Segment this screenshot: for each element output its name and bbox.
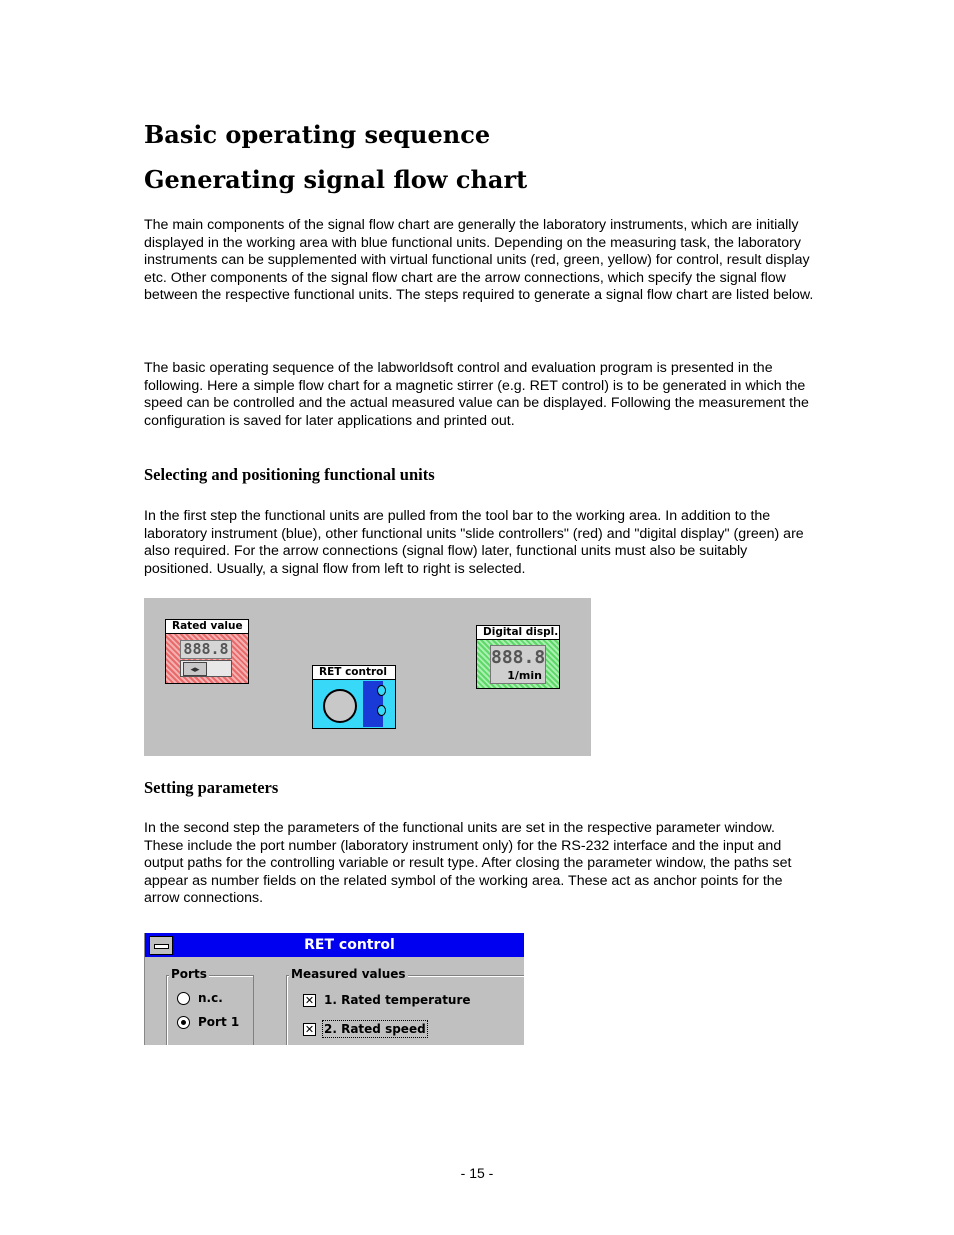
port-option-nc[interactable] xyxy=(177,991,223,1005)
paragraph-setting-parameters: In the second step the parameters of the functional units are set in the respective parameter window. These include the port number (laboratory instrument only) for the RS-232 interface and the input and output paths for the controlling variable or result type. After closing the parameter window, the paths set appear as number fields on the related symbol of the working area. These act as anchor points for the arrow connections. xyxy=(144,820,792,907)
digital-display-unit-text: 1/min xyxy=(507,669,542,682)
working-area-screenshot xyxy=(144,598,591,756)
slider-thumb-icon[interactable]: ◂▸ xyxy=(183,662,207,676)
ports-group-label: Ports xyxy=(171,967,207,981)
window-title: RET control xyxy=(304,937,395,953)
heading-setting-parameters: Setting parameters xyxy=(144,778,279,797)
ret-control-label: RET control xyxy=(313,666,395,680)
measured-value-label: 2. Rated speed xyxy=(324,1022,426,1036)
radio-selected-icon[interactable] xyxy=(177,1016,190,1029)
rated-value-label: Rated value xyxy=(166,620,248,634)
checkbox-checked-icon[interactable]: ✕ xyxy=(304,993,315,1007)
paragraph-intro: The main components of the signal flow chart are generally the laboratory instruments, which are initially displayed in the working area with blue functional units. Depending on the measuring task, the laboratory instruments can be supplemented with virtual functional units (red, green, yellow) for control, result display etc. Other components of the signal flow chart are the arrow connections, which specify the signal flow between the respective functional units. The steps required to generate a signal flow chart are listed below. xyxy=(144,217,814,304)
connector-bar-icon xyxy=(363,681,383,727)
checkbox-checked-icon[interactable]: ✕ xyxy=(304,1022,315,1036)
paragraph-operating-sequence: The basic operating sequence of the labworldsoft control and evaluation program is presented in the following. Here a simple flow chart for a magnetic stirrer (e.g. RET control) is to be generated in which the speed can be controlled and the actual measured value can be displayed. Following the measurement the configuration is saved for later applications and printed out. xyxy=(144,360,809,429)
measured-value-rated-speed[interactable] xyxy=(303,1022,426,1036)
window-titlebar[interactable] xyxy=(145,933,524,957)
port-option-label: n.c. xyxy=(198,991,223,1005)
measured-values-group-label: Measured values xyxy=(291,967,406,981)
parameter-window-screenshot xyxy=(144,933,524,1045)
connector-dot-icon xyxy=(377,685,386,696)
digital-display-screen xyxy=(490,645,546,684)
page-number: - 15 - xyxy=(460,1165,494,1181)
rated-value-display: 888.8 xyxy=(180,640,232,659)
measured-value-rated-temperature[interactable] xyxy=(303,993,471,1007)
ports-group xyxy=(166,967,254,1045)
heading-generating-signal-flow-chart: Generating signal flow chart xyxy=(144,165,528,194)
heading-basic-operating-sequence: Basic operating sequence xyxy=(144,120,491,149)
ret-control-unit[interactable] xyxy=(312,665,396,729)
heading-selecting-positioning: Selecting and positioning functional units xyxy=(144,465,435,484)
rated-value-unit[interactable] xyxy=(165,619,249,684)
rated-value-slider[interactable] xyxy=(180,660,232,677)
stirrer-knob-icon xyxy=(323,689,357,723)
port-option-port-1[interactable] xyxy=(177,1015,239,1029)
port-option-label: Port 1 xyxy=(198,1015,240,1029)
minus-icon xyxy=(154,944,169,949)
digital-display-unit[interactable] xyxy=(476,625,560,689)
digital-display-label: Digital displ. xyxy=(477,626,559,640)
paragraph-selecting: In the first step the functional units are pulled from the tool bar to the working area. In addition to the laboratory instrument (blue), other functional units "slide controllers" (red) and "digital display" (green) are also required. For the arrow connections (signal flow) later, functional units must also be suitably positioned. Usually, a signal flow from left to right is selected. xyxy=(144,508,804,577)
digital-display-value: 888.8 xyxy=(491,647,546,668)
connector-dot-icon xyxy=(377,705,386,716)
system-menu-button[interactable] xyxy=(149,936,173,955)
measured-value-label: 1. Rated temperature xyxy=(324,993,471,1007)
radio-unselected-icon[interactable] xyxy=(177,992,190,1005)
